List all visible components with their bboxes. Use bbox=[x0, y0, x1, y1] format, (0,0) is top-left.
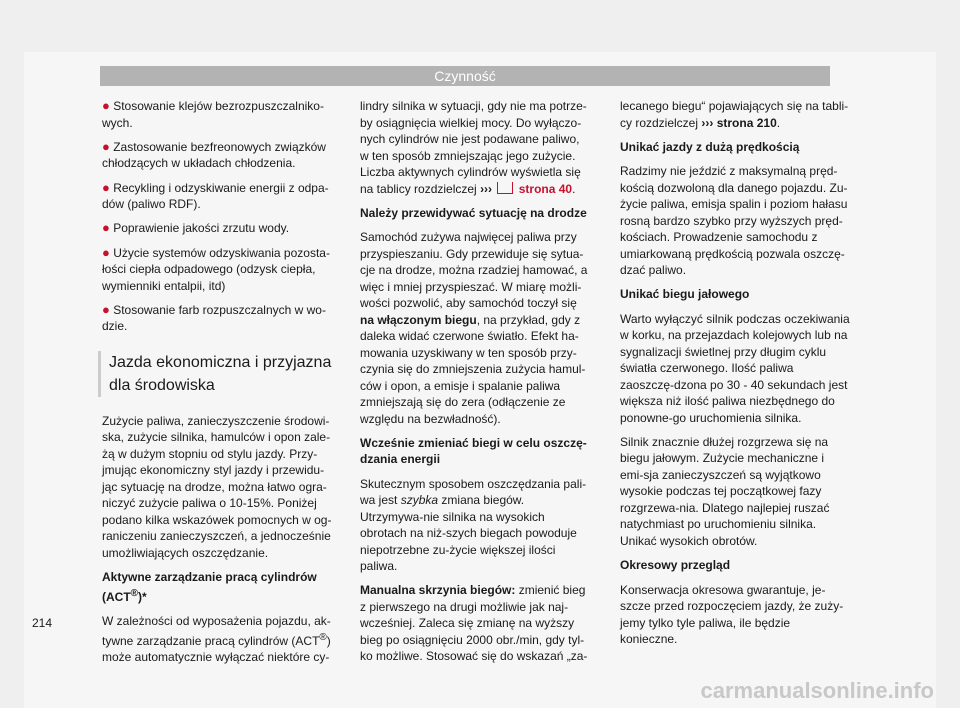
bullet-icon: ● bbox=[102, 138, 110, 154]
paragraph: W zależności od wyposażenia pojazdu, ak-tywne zarządzanie pracą cylindrów (ACT®) może automatycznie wyłączać niektóre cy- bbox=[102, 614, 331, 665]
subheading: Okresowy przegląd bbox=[620, 558, 731, 573]
paragraph: Zużycie paliwa, zanieczyszczenie środowi-ska, zużycie silnika, hamulców i opon zale-żą w dużym stopniu od stylu jazdy. Przy-jmując ekonomiczny styl jazdy i przewidu-jąc sytuację na drodze, można łatwo ogra-niczyć zużycie paliwa o 10-15%. Poniżej podano kilka wskazówek pomocnych w og-raniczeniu zanieczyszczeń, a jednocześnie umożliwiających oszczędzanie. bbox=[102, 413, 332, 560]
paragraph: Radzimy nie jeździć z maksymalną pręd-kością dozwoloną dla danego pojazdu. Zu-życie paliwa, emisja spalin i poziom hałasu rosną bardzo szybko przy wyższych pręd-kościach. Prowadzenie samochodu z umiarkowaną prędkością pozwala oszczę-dzać paliwo. bbox=[620, 164, 848, 278]
list-item: ● Stosowanie farb rozpuszczalnych w wo-dzie. bbox=[102, 301, 326, 334]
watermark: carmanualsonline.info bbox=[700, 678, 934, 703]
column-1 bbox=[102, 98, 332, 673]
list-item: ● Użycie systemów odzyskiwania pozosta-łości ciepła odpadowego (odzysk ciepła, wymienniki entalpii, itd) bbox=[102, 244, 330, 293]
bullet-icon: ● bbox=[102, 179, 110, 195]
subheading: Unikać biegu jałowego bbox=[620, 287, 750, 302]
paragraph: Samochód zużywa najwięcej paliwa przy przyspieszaniu. Gdy przewiduje się sytua-cje na drodze, można rzadziej hamować, a więc i mniej przyspieszać. W miarę możli-wości pozwolić, aby samochód toczył się na włączonym biegu, na przykład, gdy z daleka widać czerwone światło. Efekt ha-mowania uzyskiwany w ten sposób przy-czynia się do zmniejszenia zużycia hamul-ców i opon, a emisje i spalanie paliwa zmniejszają się do zera (odłączenie ze względu na bezwładność). bbox=[360, 230, 588, 426]
column-3 bbox=[620, 98, 850, 655]
list-item: ● Recykling i odzyskiwanie energii z odpa-dów (paliwo RDF). bbox=[102, 179, 329, 212]
paragraph: lecanego biegu“ pojawiających się na tabli-cy rozdzielczej ››› strona 210. bbox=[620, 99, 849, 130]
subheading: Unikać jazdy z dużą prędkością bbox=[620, 139, 800, 154]
book-icon bbox=[497, 182, 513, 194]
paragraph: lindry silnika w sytuacji, gdy nie ma potrze-by osiągnięcia wielkiej mocy. Do wyłączo-nych cylindrów nie jest podawane paliwo, w ten sposób zmniejszając jego zużycie. Liczba aktywnych cylindrów wyświetla się na tablicy rozdzielczej ››› strona 40. bbox=[360, 99, 587, 196]
paragraph: Manualna skrzynia biegów: zmienić bieg z pierwszego na drugi możliwie jak naj-wcześniej. Zaleca się zmianę na wyższy bieg po osiągnięciu 2000 obr./min, gdy tyl-ko możliwe. Stosować się do wskazań „za- bbox=[360, 583, 588, 664]
column-2 bbox=[360, 98, 590, 673]
list-item: ● Stosowanie klejów bezrozpuszczalniko-wych. bbox=[102, 98, 324, 130]
paragraph: Warto wyłączyć silnik podczas oczekiwania w korku, na przejazdach kolejowych lub na sygnalizacji świetlnej przy długim cyklu światła czerwonego. Ilość paliwa zaoszczę-dzona po 30 - 40 sekundach jest większa niż ilość paliwa niezbędnego do ponowne-go uruchomienia silnika. bbox=[620, 311, 850, 425]
link-arrow[interactable]: ››› bbox=[701, 115, 714, 130]
list-item: ● Zastosowanie bezfreonowych związków chłodzących w układach chłodzenia. bbox=[102, 138, 326, 171]
section-header: Czynność bbox=[100, 66, 830, 86]
paragraph: Skutecznym sposobem oszczędzania pali-wa jest szybka zmiana biegów. Utrzymywa-nie silnika na wysokich obrotach na niż-szych biegach powoduje niepotrzebne zu-życie większej ilości paliwa. bbox=[360, 476, 587, 574]
list-item: ● Poprawienie jakości zrzutu wody. bbox=[102, 220, 290, 236]
bullet-icon: ● bbox=[102, 244, 110, 260]
subheading: Należy przewidywać sytuację na drodze bbox=[360, 205, 587, 220]
page-number: 214 bbox=[32, 616, 53, 630]
bullet-icon: ● bbox=[102, 301, 110, 317]
bullet-icon: ● bbox=[102, 220, 110, 236]
paragraph: Silnik znacznie dłużej rozgrzewa się na biegu jałowym. Zużycie mechaniczne i emi-sja zanieczyszczeń są wyjątkowo wysokie podczas tej początkowej fazy rozgrzewa-nia. Dlatego najlepiej ruszać natychmiast po uruchomieniu silnika. Unikać wysokich obrotów. bbox=[620, 434, 830, 548]
subheading: Aktywne zarządzanie pracą cylindrów (ACT®)* bbox=[102, 570, 317, 604]
section-heading: Jazda ekonomiczna i przyjazna dla środowiska bbox=[98, 351, 332, 397]
bullet-icon: ● bbox=[102, 98, 110, 113]
subheading: Wcześnie zmieniać biegi w celu oszczę-dzania energii bbox=[360, 435, 587, 467]
paragraph: Konserwacja okresowa gwarantuje, je-szcze przed rozpoczęciem jazdy, że zuży-jemy tylko tyle paliwa, ile będzie konieczne. bbox=[620, 582, 844, 647]
link-arrow[interactable]: ››› bbox=[480, 181, 493, 196]
page-link[interactable]: strona 210 bbox=[716, 115, 777, 130]
page-link[interactable]: strona 40 bbox=[518, 181, 573, 196]
